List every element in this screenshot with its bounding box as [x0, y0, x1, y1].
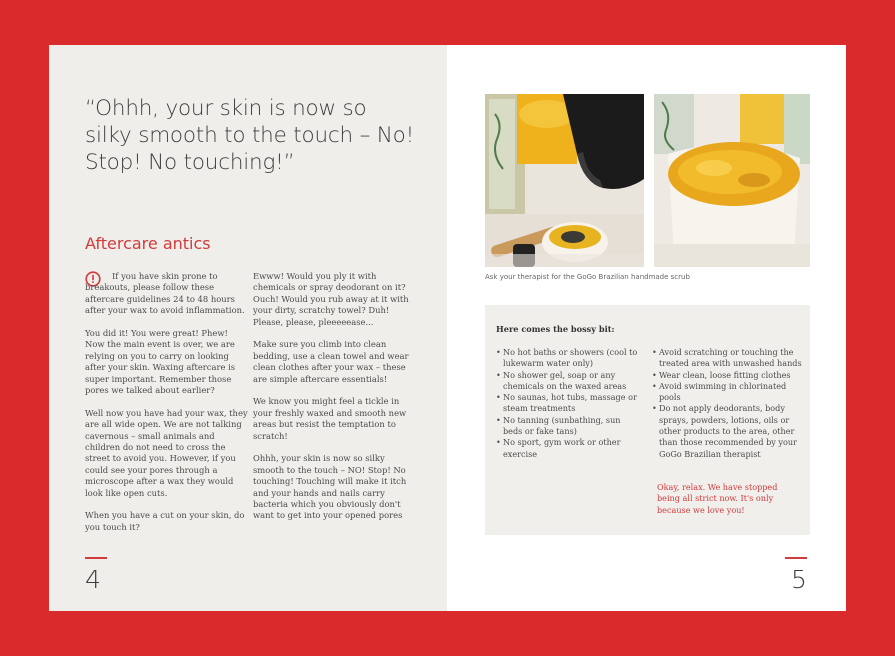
bossy-list-left — [496, 347, 641, 460]
list-item: • Avoid scratching or touching the treated area with unwashed hands — [652, 347, 802, 370]
list-item: • No shower gel, soap or any chemicals on the waxed areas — [496, 370, 641, 393]
bossy-bit-box — [485, 305, 810, 535]
list-item: • No hot baths or showers (cool to lukewarm water only) — [496, 347, 641, 370]
paragraph: Ewww! Would you ply it with chemicals or spray deodorant on it? Ouch! Would you rub away at it with your dirty, scratchy towel? Duh! Please, please, pleeeeease... — [253, 271, 409, 327]
paragraph: Ohhh, your skin is now so silky smooth to the touch – NO! Stop! No touching! Touching will make it itch and your hands and nails carry bacteria which you obviously don't want to get into your opened pores — [253, 453, 407, 521]
paragraph: Make sure you climb into clean bedding, use a clean towel and wear clean clothes after your wax – these are simple aftercare essentials! — [253, 339, 409, 384]
list-item: • Avoid swimming in chlorinated pools — [652, 381, 802, 404]
list-item: • No sport, gym work or other exercise — [496, 437, 641, 460]
pull-quote: “Ohhh, your skin is now so silky smooth to the touch – No! Stop! No touching!” — [85, 96, 415, 175]
scrub-photo-jar — [485, 94, 644, 267]
page-number: 5 — [791, 565, 807, 594]
body-column-1 — [85, 271, 250, 545]
left-page — [49, 45, 447, 611]
section-title: Aftercare antics — [85, 234, 211, 253]
paragraph: Well now you have had your wax, they are all wide open. We are not talking cavernous – small animals and children do not need to cross the street to avoid you. However, if you could see your pores through a microscope after a wax they would look like open cuts. — [85, 407, 248, 498]
bossy-list-right — [652, 347, 802, 460]
page-number-rule — [785, 557, 807, 559]
bossy-title: Here comes the bossy bit: — [496, 324, 615, 334]
right-page — [447, 45, 846, 611]
page-number-rule — [85, 557, 107, 559]
list-item: • Wear clean, loose fitting clothes — [652, 370, 802, 381]
list-item: • No saunas, hot tubs, massage or steam treatments — [496, 392, 641, 415]
breakout-note: If you have skin prone to breakouts, please follow these aftercare guidelines 24 to 48 hours after your wax to avoid inflammation. — [85, 271, 245, 316]
paragraph: When you have a cut on your skin, do you touch it? — [85, 510, 245, 532]
body-column-2 — [253, 271, 415, 533]
brochure-spread — [49, 45, 846, 611]
photo-caption: Ask your therapist for the GoGo Brazilian handmade scrub — [485, 273, 690, 281]
list-item: • Do not apply deodorants, body sprays, powders, lotions, oils or other products to the area, other than those recommended by your GoGo Brazilian therapist — [652, 403, 802, 459]
paragraph: We know you might feel a tickle in your freshly waxed and smooth new areas but resist the temptation to scratch! — [253, 396, 407, 441]
page-number: 4 — [85, 565, 101, 594]
paragraph: You did it! You were great! Phew! Now the main event is over, we are relying on you to carry on looking after your skin. Waxing aftercare is super important. Remember those pores we talked about earlier? — [85, 328, 236, 396]
scrub-photo-bowl — [654, 94, 810, 267]
relax-note: Okay, relax. We have stopped being all strict now. It's only because we love you! — [657, 482, 778, 515]
list-item: • No tanning (sunbathing, sun beds or fake tans) — [496, 415, 641, 438]
